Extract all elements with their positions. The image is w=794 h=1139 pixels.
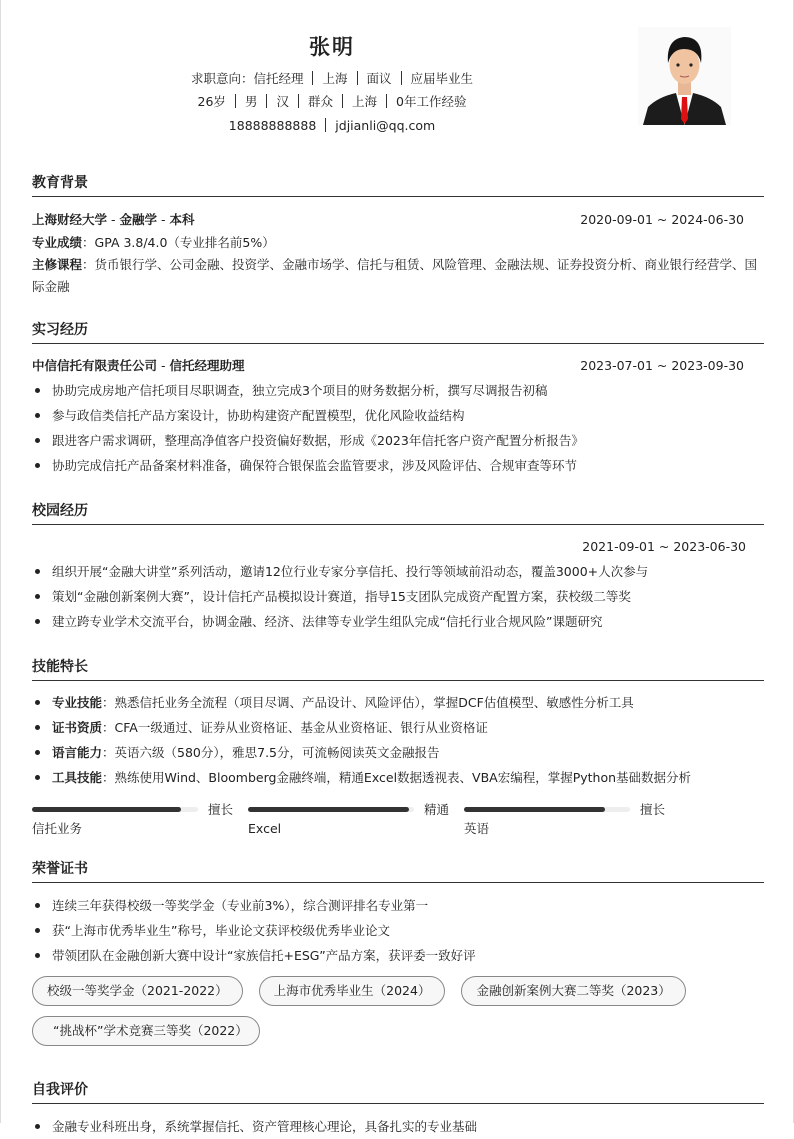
intent-city: 上海: [322, 71, 348, 86]
self-evaluation-section: [32, 1077, 764, 1139]
job-intent: 求职意向：信托经理: [190, 71, 304, 86]
profile-photo: [638, 27, 731, 125]
list-item: 金融专业科班出身，系统掌握信托、资产管理核心理论，具备扎实的专业基础: [32, 1114, 764, 1139]
list-item: 获“上海市优秀毕业生”称号，毕业论文获评校级优秀毕业论文: [32, 918, 764, 943]
section-title: 校园经历: [32, 498, 764, 525]
honor-tag: 金融创新案例大赛二等奖（2023）: [461, 976, 685, 1006]
skill-label: 工具技能: [52, 770, 103, 785]
skill-name: 信托业务: [32, 821, 83, 836]
section-title: 实习经历: [32, 317, 764, 344]
list-item: 组织开展“金融大讲堂”系列活动，邀请12位行业专家分享信托、投行等领域前沿动态，覆盖3000+人次参与: [32, 559, 764, 584]
section-title: 教育背景: [32, 170, 764, 197]
skill-name: Excel: [248, 821, 282, 836]
honors-section: [32, 856, 764, 1056]
education-entry: 上海财经大学 - 金融学 - 本科 2020-09-01 ~ 2024-06-30: [32, 207, 764, 232]
skill-text: ：英语六级（580分），雅思7.5分，可流畅阅读英文金融报告: [102, 745, 440, 760]
courses: [32, 254, 764, 298]
progress-track: [464, 807, 630, 812]
phone: 18888888888: [228, 118, 317, 133]
honor-tag: 上海市优秀毕业生（2024）: [259, 976, 446, 1006]
gender: 男: [244, 94, 258, 109]
section-title: 自我评价: [32, 1077, 764, 1104]
honor-tag: 校级一等奖学金（2021-2022）: [32, 976, 243, 1006]
skill-label: 语言能力: [52, 745, 103, 760]
list-item: [32, 765, 764, 790]
skill-bar: [248, 799, 464, 839]
section-title: 荣誉证书: [32, 856, 764, 883]
candidate-name: 张明: [309, 35, 355, 59]
skill-text: ：熟悉信托业务全流程（项目尽调、产品设计、风险评估），掌握DCF估值模型、敏感性分析工具: [102, 695, 634, 710]
progress-track: [32, 807, 198, 812]
list-item: [32, 740, 764, 765]
job-intent-line: [1, 69, 663, 89]
age: 26岁: [197, 94, 226, 109]
skill-level: 擅长: [640, 802, 666, 817]
internship-section: [32, 317, 764, 478]
experience: 0年工作经验: [396, 94, 467, 109]
skill-level: 精通: [424, 802, 450, 817]
skill-level: 擅长: [208, 802, 234, 817]
campus-entry: [32, 534, 764, 559]
list-item: [32, 690, 764, 715]
list-item: 连续三年获得校级一等奖学金（专业前3%），综合测评排名专业第一: [32, 893, 764, 918]
education-section: [32, 170, 764, 298]
email: jdjianli@qq.com: [335, 118, 436, 133]
personal-info-line: [1, 92, 663, 112]
section-title: 技能特长: [32, 654, 764, 681]
skill-text: ：CFA一级通过、证券从业资格证、基金从业资格证、银行从业资格证: [102, 720, 488, 735]
gpa-label: 专业成绩: [32, 235, 83, 250]
date-range: 2021-09-01 ~ 2023-06-30: [582, 539, 746, 554]
list-item: 策划“金融创新案例大赛”，设计信托产品模拟设计赛道，指导15支团队完成资产配置方案，获校级二等奖: [32, 584, 764, 609]
list-item: 跟进客户需求调研，整理高净值客户投资偏好数据，形成《2023年信托客户资产配置分析报告》: [32, 428, 764, 453]
gpa: [32, 232, 764, 254]
progress-track: [248, 807, 414, 812]
list-item: [32, 715, 764, 740]
progress-fill: [32, 807, 181, 812]
resume-body: [32, 170, 764, 1139]
courses-label: 主修课程: [32, 257, 83, 272]
date-range: 2020-09-01 ~ 2024-06-30: [580, 212, 744, 227]
list-item: 协助完成信托产品备案材料准备，确保符合银保监会监管要求，涉及风险评估、合规审查等环节: [32, 453, 764, 478]
courses-value: ：货币银行学、公司金融、投资学、金融市场学、信托与租赁、风险管理、金融法规、证券投资分析、商业银行经营学、国际金融: [32, 257, 758, 294]
political-status: 群众: [307, 94, 333, 109]
school: 上海财经大学: [32, 212, 108, 227]
progress-fill: [248, 807, 409, 812]
ethnicity: 汉: [276, 94, 289, 109]
skill-text: ：熟练使用Wind、Bloomberg金融终端，精通Excel数据透视表、VBA宏编程，掌握Python基础数据分析: [102, 770, 692, 785]
progress-fill: [464, 807, 605, 812]
role: 信托经理助理: [169, 358, 245, 373]
intent-status: 应届毕业生: [410, 71, 474, 86]
list-item: 参与政信类信托产品方案设计，协助构建资产配置模型，优化风险收益结构: [32, 403, 764, 428]
skill-bars: [32, 799, 764, 839]
skill-bar: [32, 799, 248, 839]
skill-name: 英语: [464, 821, 490, 836]
gpa-value: ：GPA 3.8/4.0（专业排名前5%）: [82, 235, 275, 250]
degree: 本科: [169, 212, 195, 227]
location: 上海: [351, 94, 377, 109]
internship-entry: 中信信托有限责任公司 - 信托经理助理 2023-07-01 ~ 2023-09-30: [32, 353, 764, 378]
list-item: 建立跨专业学术交流平台，协调金融、经济、法律等专业学生组队完成“信托行业合规风险”课题研究: [32, 609, 764, 634]
skills-section: [32, 654, 764, 839]
company: 中信信托有限责任公司: [32, 358, 158, 373]
honor-tags: [32, 976, 732, 1056]
intent-salary: 面议: [366, 71, 392, 86]
date-range: 2023-07-01 ~ 2023-09-30: [580, 358, 744, 373]
major: 金融学: [119, 212, 157, 227]
skill-label: 证书资质: [52, 720, 103, 735]
honor-tag: “挑战杯”学术竞赛三等奖（2022）: [32, 1016, 260, 1046]
list-item: 协助完成房地产信托项目尽职调查，独立完成3个项目的财务数据分析，撰写尽调报告初稿: [32, 378, 764, 403]
skill-label: 专业技能: [52, 695, 103, 710]
campus-section: [32, 498, 764, 634]
skill-bar: [464, 799, 680, 839]
list-item: 带领团队在金融创新大赛中设计“家族信托+ESG”产品方案，获评委一致好评: [32, 943, 764, 968]
contact-line: [1, 116, 663, 136]
